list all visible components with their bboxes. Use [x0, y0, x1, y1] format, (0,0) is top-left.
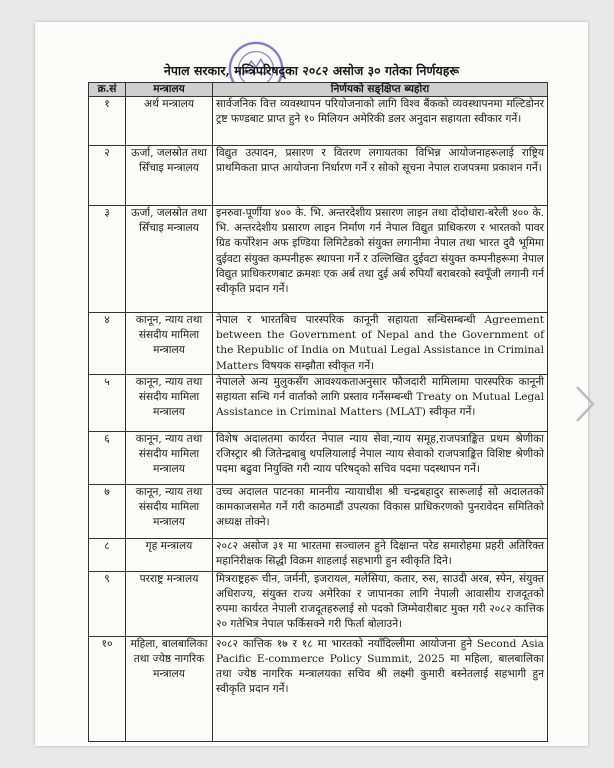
- table-header-row: [89, 83, 548, 97]
- row-sn: ४: [89, 313, 126, 375]
- table-row: [89, 571, 548, 636]
- row-ministry: परराष्ट्र मन्त्रालय: [126, 571, 213, 636]
- row-ministry: ऊर्जा, जलस्रोत तथा सिँचाइ मन्त्रालय: [126, 146, 213, 206]
- row-ministry: गृह मन्त्रालय: [126, 538, 213, 571]
- document-page: [35, 22, 588, 746]
- table-row: [89, 146, 548, 206]
- row-ministry: महिला, बालबालिका तथा ज्येष्ठ नागरिक मन्त्रालय: [126, 636, 213, 741]
- row-sn: २: [89, 146, 126, 206]
- row-ministry: कानून, न्याय तथा संसदीय मामिला मन्त्रालय: [126, 431, 213, 484]
- row-sn: ३: [89, 206, 126, 313]
- row-sn: ५: [89, 374, 126, 431]
- row-ministry: कानून, न्याय तथा संसदीय मामिला मन्त्रालय: [126, 313, 213, 375]
- row-decision: २०८२ असोज ३१ मा भारतमा सञ्चालन हुने दिक्षान्त परेड समारोहमा प्रहरी अतिरिक्त महानिरीक्षक सिद्धी विक्रम शाहलाई सहभागी हुन स्वीकृति दिने।: [213, 538, 548, 571]
- row-decision: इनरुवा-पूर्णीया ४०० के. भि. अन्तरदेशीय प्रसारण लाइन तथा दोदोधारा-बरेली ४०० के. भि. अन्तरदेशीय प्रसारण लाइन निर्माण गर्न नेपाल विद्युत प्राधिकरण र भारतको पावर ग्रिड कर्पोरेशन अफ इण्डिया लिमिटेडको संयुक्त लगानीमा नेपाल तथा भारत दुवै भूमिमा दुईवटा संयुक्त कम्पनीहरू स्थापना गर्ने र उल्लिखित दुईवटा संयुक्त कम्पनीहरूमा नेपाल विद्युत प्राधिकरणबाट क्रमशः एक अर्ब तथा दुई अर्ब रुपियाँ बराबरको स्वपूँजी लगानी गर्न स्वीकृति प्रदान गर्ने।: [213, 206, 548, 313]
- row-ministry: कानून, न्याय तथा संसदीय मामिला मन्त्रालय: [126, 374, 213, 431]
- table-row: [89, 484, 548, 538]
- row-decision: विशेष अदालतमा कार्यरत नेपाल न्याय सेवा,न्याय समूह,राजपत्राङ्कित प्रथम श्रेणीका रजिस्ट्रार श्री जितेन्द्रबाबु थपलियालाई नेपाल न्याय सेवाको राजपत्राङ्कित विशिष्ट श्रेणीको पदमा बढुवा नियुक्ति गरी न्याय परिषद्को सचिव पदमा पदस्थापन गर्ने।: [213, 431, 548, 484]
- row-ministry: कानून, न्याय तथा संसदीय मामिला मन्त्रालय: [126, 484, 213, 538]
- row-sn: ६: [89, 431, 126, 484]
- row-decision: २०८२ कात्तिक १७ र १८ मा भारतको नयाँदिल्लीमा आयोजना हुने Second Asia Pacific E-commerce Policy Summit, 2025 मा महिला, बालबालिका तथा ज्येष्ठ नागरिक मन्त्रालयका सचिव श्री लक्ष्मी कुमारी बस्नेतलाई सहभागी हुन स्वीकृति प्रदान गर्ने।: [213, 636, 548, 741]
- row-ministry: ऊर्जा, जलस्रोत तथा सिँचाइ मन्त्रालय: [126, 206, 213, 313]
- row-sn: ९: [89, 571, 126, 636]
- row-sn: ८: [89, 538, 126, 571]
- table-row: [89, 431, 548, 484]
- row-decision: विद्युत उत्पादन, प्रसारण र वितरण लगायतका विभिन्न आयोजनाहरूलाई राष्ट्रिय प्राथमिकता प्राप्त आयोजना निर्धारण गर्ने र सोको सूचना नेपाल राजपत्रमा प्रकाशन गर्ने।: [213, 146, 548, 206]
- decisions-table: [88, 82, 548, 742]
- header-decision: निर्णयको सङ्क्षिप्त ब्यहोरा: [213, 83, 548, 97]
- table-row: [89, 636, 548, 741]
- row-sn: १०: [89, 636, 126, 741]
- row-decision: नेपालले अन्य मुलुकसँग आवश्यकताअनुसार फौजदारी मामिलामा पारस्परिक कानूनी सहायता सन्धि गर्न वार्ताको लागि प्रस्ताव गर्नेसम्बन्धी Treaty on Mutual Legal Assistance in Criminal Matters (MLAT) स्वीकृत गर्ने।: [213, 374, 548, 431]
- table-row: [89, 206, 548, 313]
- row-decision: उच्च अदालत पाटनका माननीय न्यायाधीश श्री चन्द्रबहादुर सारूलाई सो अदालतको कामकाजसमेत गर्ने गरी काठमाडौं उपत्यका विकास प्राधिकरणको पुनरावेदन समितिको अध्यक्ष तोक्ने।: [213, 484, 548, 538]
- row-decision: मित्रराष्ट्रहरू चीन, जर्मनी, इजरायल, मलेसिया, कतार, रुस, साउदी अरब, स्पेन, संयुक्त अधिराज्य, संयुक्त राज्य अमेरिका र जापानका लागि नेपाली आवासीय राजदूतको रुपमा कार्यरत नेपाली राजदूतहरुलाई सो पदको जिम्मेवारीबाट मुक्त गरी २०८२ कात्तिक २० गतेभित्र नेपाल फर्किसक्ने गरी फिर्ता बोलाउने।: [213, 571, 548, 636]
- row-sn: १: [89, 97, 126, 146]
- document-title: नेपाल सरकार, मन्त्रिपरिषद्का २०८२ असोज ३० गतेका निर्णयहरू: [163, 63, 460, 78]
- table-row: [89, 374, 548, 431]
- header-sn: क्र.सं: [89, 83, 126, 97]
- row-decision: सार्वजनिक वित्त व्यवस्थापन परियोजनाको लागि विश्व बैंकको व्यवस्थापनमा मल्टिडोनर ट्रष्ट फण्डबाट प्राप्त हुने १० मिलियन अमेरिकी डलर अनुदान सहायता स्वीकार गर्ने।: [213, 97, 548, 146]
- chevron-right-icon[interactable]: [574, 384, 596, 424]
- table-row: [89, 313, 548, 375]
- row-ministry: अर्थ मन्त्रालय: [126, 97, 213, 146]
- row-decision: नेपाल र भारतबिच पारस्परिक कानूनी सहायता सन्धिसम्बन्धी Agreement between the Government of Nepal and the Government of the Republic of India on Mutual Legal Assistance in Criminal Matters विषयक सम्झौता स्वीकृत गर्ने।: [213, 313, 548, 375]
- table-row: [89, 538, 548, 571]
- row-sn: ७: [89, 484, 126, 538]
- table-row: [89, 97, 548, 146]
- header-ministry: मन्त्रालय: [126, 83, 213, 97]
